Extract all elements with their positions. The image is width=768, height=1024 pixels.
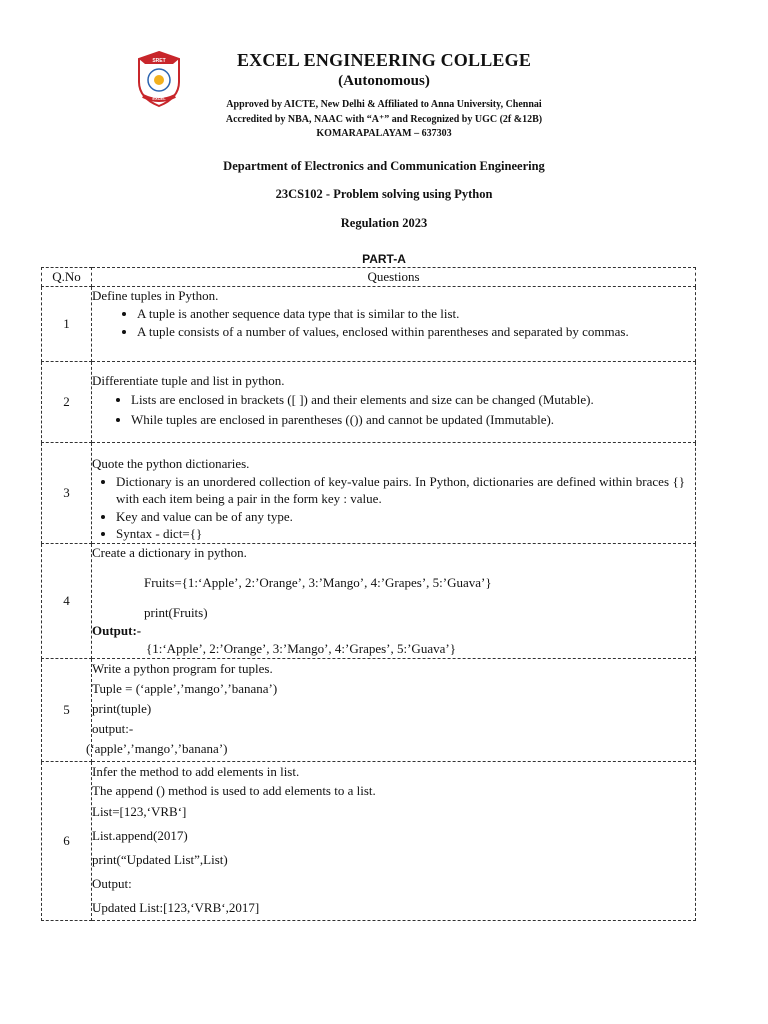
question-number: 3 (42, 443, 92, 544)
output-label: output:- (92, 721, 134, 736)
table-row (42, 762, 696, 921)
output-label: Output: (92, 876, 132, 891)
code-line: Fruits={1:‘Apple’, 2:’Orange’, 3:’Mango’, 4:’Grapes’, 5:’Guava’} (144, 575, 492, 590)
question-cell (92, 443, 696, 544)
question-number: 4 (42, 544, 92, 659)
answer-text: The append () method is used to add elements to a list. (92, 783, 376, 798)
answer-list (92, 473, 695, 543)
svg-text:SRET: SRET (152, 58, 166, 64)
accreditation-line: Accredited by NBA, NAAC with “A⁺” and Recognized by UGC (2f &12B) (225, 113, 543, 125)
question-cell (92, 362, 696, 443)
question-number: 2 (42, 362, 92, 443)
answer-list (92, 305, 695, 341)
approval-block (0, 98, 768, 142)
table-row (42, 287, 696, 362)
location-line: KOMARAPALAYAM – 637303 (316, 128, 452, 139)
question-text: Define tuples in Python. (92, 288, 219, 303)
question-number: 6 (42, 762, 92, 921)
approval-line: Approved by AICTE, New Delhi & Affiliated to Anna University, Chennai (226, 99, 542, 110)
question-text: Infer the method to add elements in list. (92, 764, 300, 779)
answer-list (92, 390, 695, 430)
question-cell (92, 544, 696, 659)
regulation-title: Regulation 2023 (340, 216, 428, 230)
code-line: Tuple = (‘apple’,’mango’,’banana’) (92, 681, 278, 696)
question-text: Write a python program for tuples. (92, 661, 273, 676)
course-title: 23CS102 - Problem solving using Python (275, 187, 493, 201)
output-value: (‘apple’,’mango’,’banana’) (86, 741, 228, 756)
table-row (42, 544, 696, 659)
code-line: List=[123,‘VRB‘] (92, 804, 187, 819)
output-value: {1:‘Apple’, 2:’Orange’, 3:’Mango’, 4:’Grapes’, 5:’Guava’} (146, 641, 456, 656)
autonomous-label: (Autonomous) (338, 73, 430, 89)
department-title: Department of Electronics and Communication Engineering (223, 159, 545, 173)
table-row (42, 443, 696, 544)
question-number: 5 (42, 659, 92, 762)
list-item: • While tuples are enclosed in parentheses (()) and cannot be updated (Immutable). (131, 410, 685, 430)
output-label: Output:- (92, 623, 142, 638)
question-text: Differentiate tuple and list in python. (92, 373, 285, 388)
code-line: print(“Updated List”,List) (92, 852, 228, 867)
output-value: Updated List:[123,‘VRB‘,2017] (92, 900, 260, 915)
questions-table (41, 267, 696, 921)
list-item: • A tuple is another sequence data type that is similar to the list. (137, 305, 685, 323)
svg-text:EXCEL: EXCEL (152, 96, 166, 101)
list-item: • Dictionary is an unordered collection of key-value pairs. In Python, dictionaries are defined within braces {} with each item being a pair in the form key : value. (116, 473, 685, 508)
table-header-row (42, 268, 696, 287)
list-item: • A tuple consists of a number of values, enclosed within parentheses and separated by commas. (137, 323, 685, 341)
code-line: print(tuple) (92, 701, 152, 716)
question-text: Create a dictionary in python. (92, 545, 247, 560)
part-title: PART-A (362, 252, 406, 266)
question-number: 1 (42, 287, 92, 362)
code-line: List.append(2017) (92, 828, 188, 843)
col-qno-header: Q.No (42, 268, 92, 287)
question-text: Quote the python dictionaries. (92, 456, 250, 471)
col-questions-header: Questions (92, 268, 696, 287)
table-row (42, 659, 696, 762)
table-row (42, 362, 696, 443)
list-item: • Key and value can be of any type. (116, 508, 685, 526)
college-name: EXCEL ENGINEERING COLLEGE (236, 50, 532, 70)
question-cell (92, 287, 696, 362)
list-item: • Lists are enclosed in brackets ([ ]) and their elements and size can be changed (Mutable). (131, 390, 685, 410)
question-cell (92, 762, 696, 921)
question-cell (86, 659, 696, 762)
code-line: print(Fruits) (144, 605, 208, 620)
list-item: • Syntax - dict={} (116, 525, 685, 543)
